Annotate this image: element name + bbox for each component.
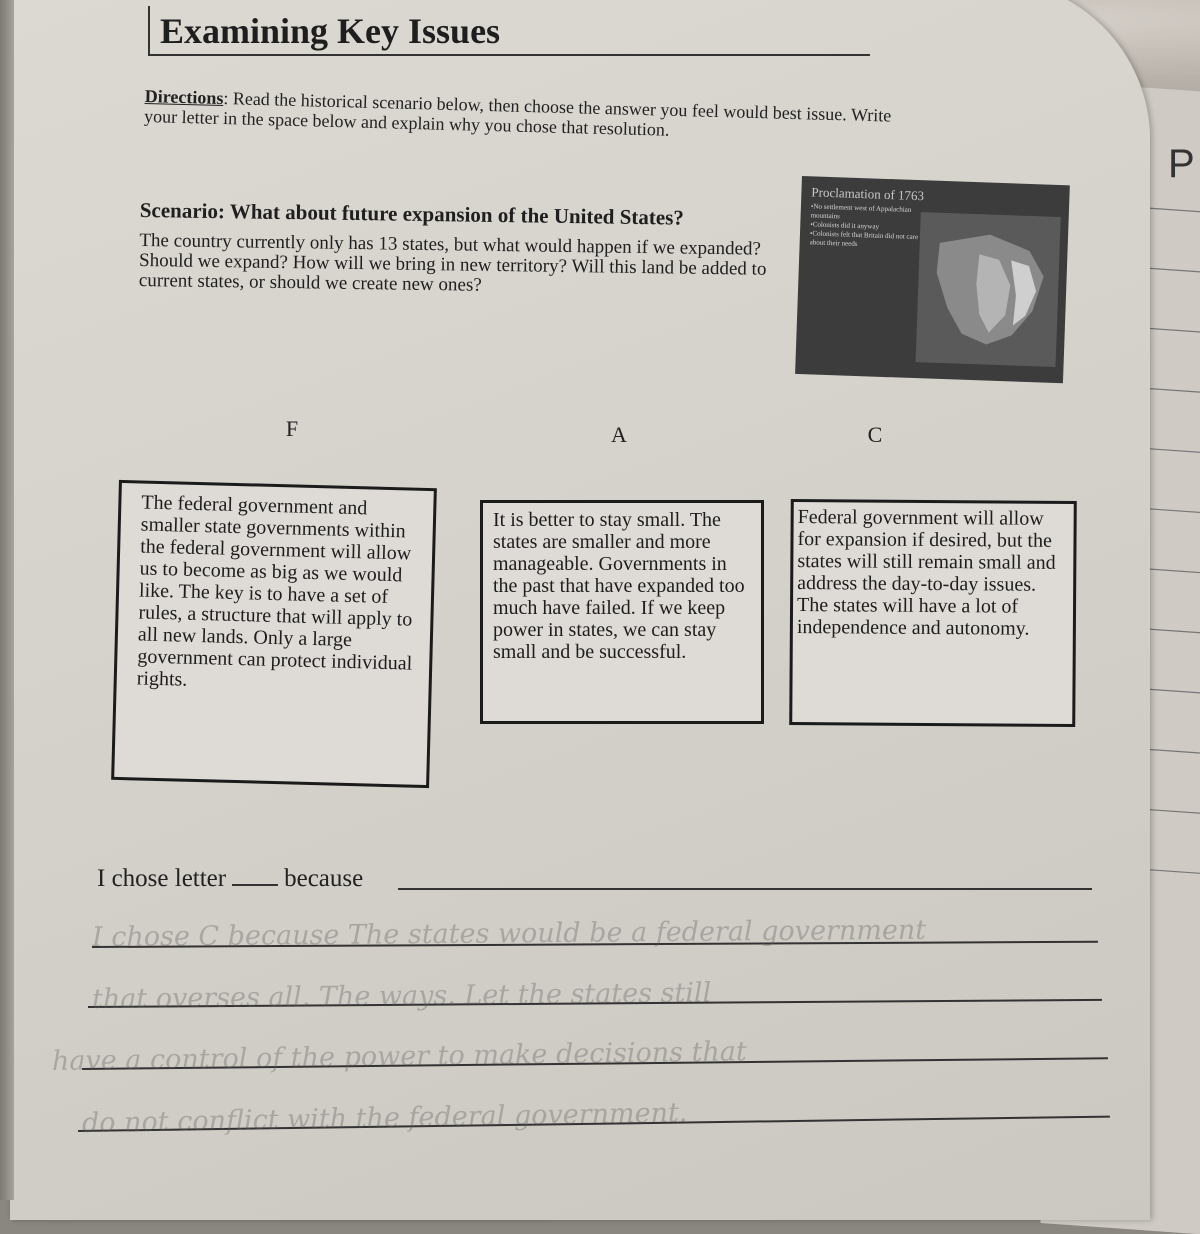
handwritten-line: I chose C because The states would be a federal government — [91, 914, 927, 953]
directions-label: Directions — [144, 86, 224, 109]
handwritten-line: that overses all. The ways. Let the states still — [91, 977, 712, 1015]
because-blank-line[interactable] — [398, 888, 1092, 890]
directions-text: : Read the historical scenario below, then choose the answer you feel would best issue. Write your letter in the space below and explain why you chose that resolution. — [143, 88, 892, 140]
option-box-f: The federal government and smaller state governments within the federal government will allow us to become as big as we would like. The key is to have a set of rules, a structure that will apply to all new lands. Only a large government can protect individual rights. — [111, 480, 437, 788]
proclamation-title: Proclamation of 1763 — [811, 184, 925, 204]
page-title: Examining Key Issues — [160, 11, 501, 51]
option-letter-c: C — [867, 422, 883, 447]
proclamation-point: • Colonists felt that Britain did not care about their needs — [810, 229, 926, 251]
header-rule — [150, 54, 870, 56]
answer-prefix: I chose letter — [97, 865, 227, 892]
answer-prompt — [97, 862, 363, 893]
proclamation-point: • Colonists did it anyway — [810, 220, 925, 233]
option-letter-f: F — [285, 416, 299, 441]
scenario-text: The country currently only has 13 states, but what would happen if we expanded? Should we expand? How will we bring in new territory? Will this land be added to current states, or should we create new ones? — [138, 229, 767, 296]
proclamation-slide — [795, 176, 1070, 383]
option-box-c: Federal government will allow for expansion if desired, but the states will still remain small and address the day-to-day issues. The states will have a lot of independence and autonomy. — [789, 499, 1077, 727]
proclamation-map — [916, 212, 1061, 367]
scenario-section — [139, 198, 800, 300]
back-page-letter: P — [1168, 142, 1195, 186]
scenario-heading: Scenario: What about future expansion of the United States? — [139, 198, 685, 230]
handwritten-line: do not conflict with the federal government. — [81, 1097, 688, 1139]
option-box-a: It is better to stay small. The states are smaller and more manageable. Governments in the past that have expanded too much have failed. If we keep power in states, we can stay small and be successful. — [480, 500, 764, 724]
proclamation-point: • No settlement west of Appalachian mountains — [810, 202, 926, 224]
page-stack-edge — [0, 0, 14, 1200]
handwritten-line: have a control of the power to make decisions that — [51, 1036, 747, 1077]
letter-blank[interactable] — [232, 862, 278, 886]
answer-suffix: because — [284, 865, 364, 892]
proclamation-points — [810, 202, 927, 251]
option-letter-a: A — [611, 422, 627, 447]
